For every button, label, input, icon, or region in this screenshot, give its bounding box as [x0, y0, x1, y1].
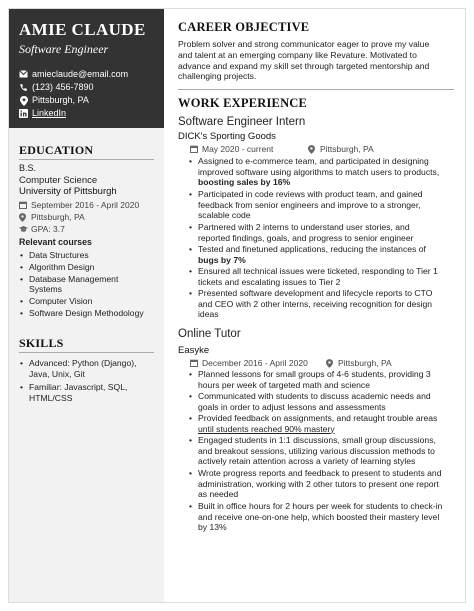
job-bullet: • Planned lessons for small groups of 4-6 students, providing 3 hours per week of targeted math and science [198, 369, 431, 390]
job-company: DICK's Sporting Goods [178, 131, 276, 142]
course-item: • Data Structures [29, 250, 89, 261]
job-bullet: • Participated in code reviews with product team, and gained feedback from senior engineers and improve to a stronger, scalable code [198, 189, 423, 221]
education-field: Computer Science [19, 175, 98, 186]
linkedin-icon [19, 109, 28, 118]
resume-page [9, 9, 465, 602]
skills-divider [19, 352, 154, 353]
objective-text: Problem solver and strong communicator eager to prove my value and talent at an emerging company like Revature. Motivated to advance and expand my skill set through targeted mentorship and challenging projects. [178, 39, 430, 82]
job-company: Easyke [178, 345, 210, 356]
calendar-icon [19, 201, 27, 209]
map-pin-icon [19, 96, 28, 105]
job-bullet: • Provided feedback on assignments, and retaught trouble areas until students reached 90% mastery [198, 413, 437, 434]
calendar-icon [190, 145, 198, 153]
course-item-continued: Systems [29, 284, 62, 294]
education-degree: B.S. [19, 163, 37, 173]
job-bullet: • Assigned to e-commerce team, and participated in designing improved software using algorithms to match users to products, boosting sales by 16% [198, 156, 439, 188]
skills-heading: SKILLS [19, 336, 64, 350]
job-location: Pittsburgh, PA [308, 144, 374, 154]
job-title: Online Tutor [178, 328, 241, 340]
map-pin-icon [308, 145, 316, 153]
job-bullet: • Wrote progress reports and feedback to present to students and administration, working with 2 other tutors to present one report as needed [198, 468, 441, 500]
job-bullet: • Engaged students in 1:1 discussions, small group discussions, and breakout sessions, utilizing various discussion methods to actively retain attention across a variety of learning styles [198, 435, 436, 467]
job-dates: May 2020 - current [190, 144, 273, 154]
course-item: • Algorithm Design [29, 262, 94, 273]
linkedin-link[interactable]: LinkedIn [32, 108, 67, 118]
main-content [174, 9, 459, 602]
job-bullet: • Tested and finetuned applications, reducing the instances of bugs by 7% [198, 244, 426, 265]
header-block [9, 9, 164, 128]
map-pin-icon [19, 213, 27, 221]
education-location: Pittsburgh, PA [19, 212, 85, 222]
job-dates: December 2016 - April 2020 [190, 358, 308, 368]
job-bullet: • Partnered with 2 interns to understand user stories, and reported findings, goals, and progress to senior engineer [198, 222, 413, 243]
education-divider [19, 159, 154, 160]
education-heading: EDUCATION [19, 143, 94, 157]
map-pin-icon [326, 359, 334, 367]
job-location: Pittsburgh, PA [326, 358, 392, 368]
phone-icon [19, 83, 28, 92]
job-bullet: • Presented software development and lifecycle reports to CTO and CEO with 2 other interns, receiving recognition for design ideas [198, 288, 432, 320]
objective-heading: CAREER OBJECTIVE [178, 20, 310, 34]
education-dates: September 2016 - April 2020 [19, 200, 139, 210]
calendar-icon [190, 359, 198, 367]
job-bullet: • Built in office hours for 2 hours per week for students to check-in and receive one-on-one help, which boosted their mastery level by 13% [198, 501, 442, 533]
course-item: • Software Design Methodology [29, 308, 144, 319]
envelope-icon [19, 70, 28, 79]
contact-phone: (123) 456-7890 [19, 82, 94, 92]
contact-location: Pittsburgh, PA [19, 95, 89, 105]
course-item: • Computer Vision [29, 296, 92, 307]
graduation-cap-icon [19, 225, 27, 233]
contact-linkedin[interactable] [19, 108, 66, 118]
course-item: • Database Management [29, 274, 118, 285]
candidate-title: Software Engineer [19, 42, 109, 56]
job-bullet: • Ensured all technical issues were ticketed, responding to Tier 1 tickets and escalating issues to Tier 2 [198, 266, 438, 287]
candidate-name: AMIE CLAUDE [19, 20, 146, 39]
job-title: Software Engineer Intern [178, 116, 306, 128]
skill-item: • Familiar: Javascript, SQL, HTML/CSS [29, 382, 127, 403]
job-bullet: • Communicated with students to discuss academic needs and goals in order to adjust lessons and assessments [198, 391, 431, 412]
experience-heading: WORK EXPERIENCE [178, 96, 308, 110]
education-gpa: GPA: 3.7 [19, 224, 65, 234]
contact-email: amieclaude@email.com [19, 69, 128, 79]
section-divider [178, 89, 454, 90]
education-school: University of Pittsburgh [19, 186, 117, 197]
courses-heading: Relevant courses [19, 237, 92, 247]
skill-item: • Advanced: Python (Django), Java, Unix, Git [29, 358, 137, 379]
sidebar [9, 9, 164, 602]
